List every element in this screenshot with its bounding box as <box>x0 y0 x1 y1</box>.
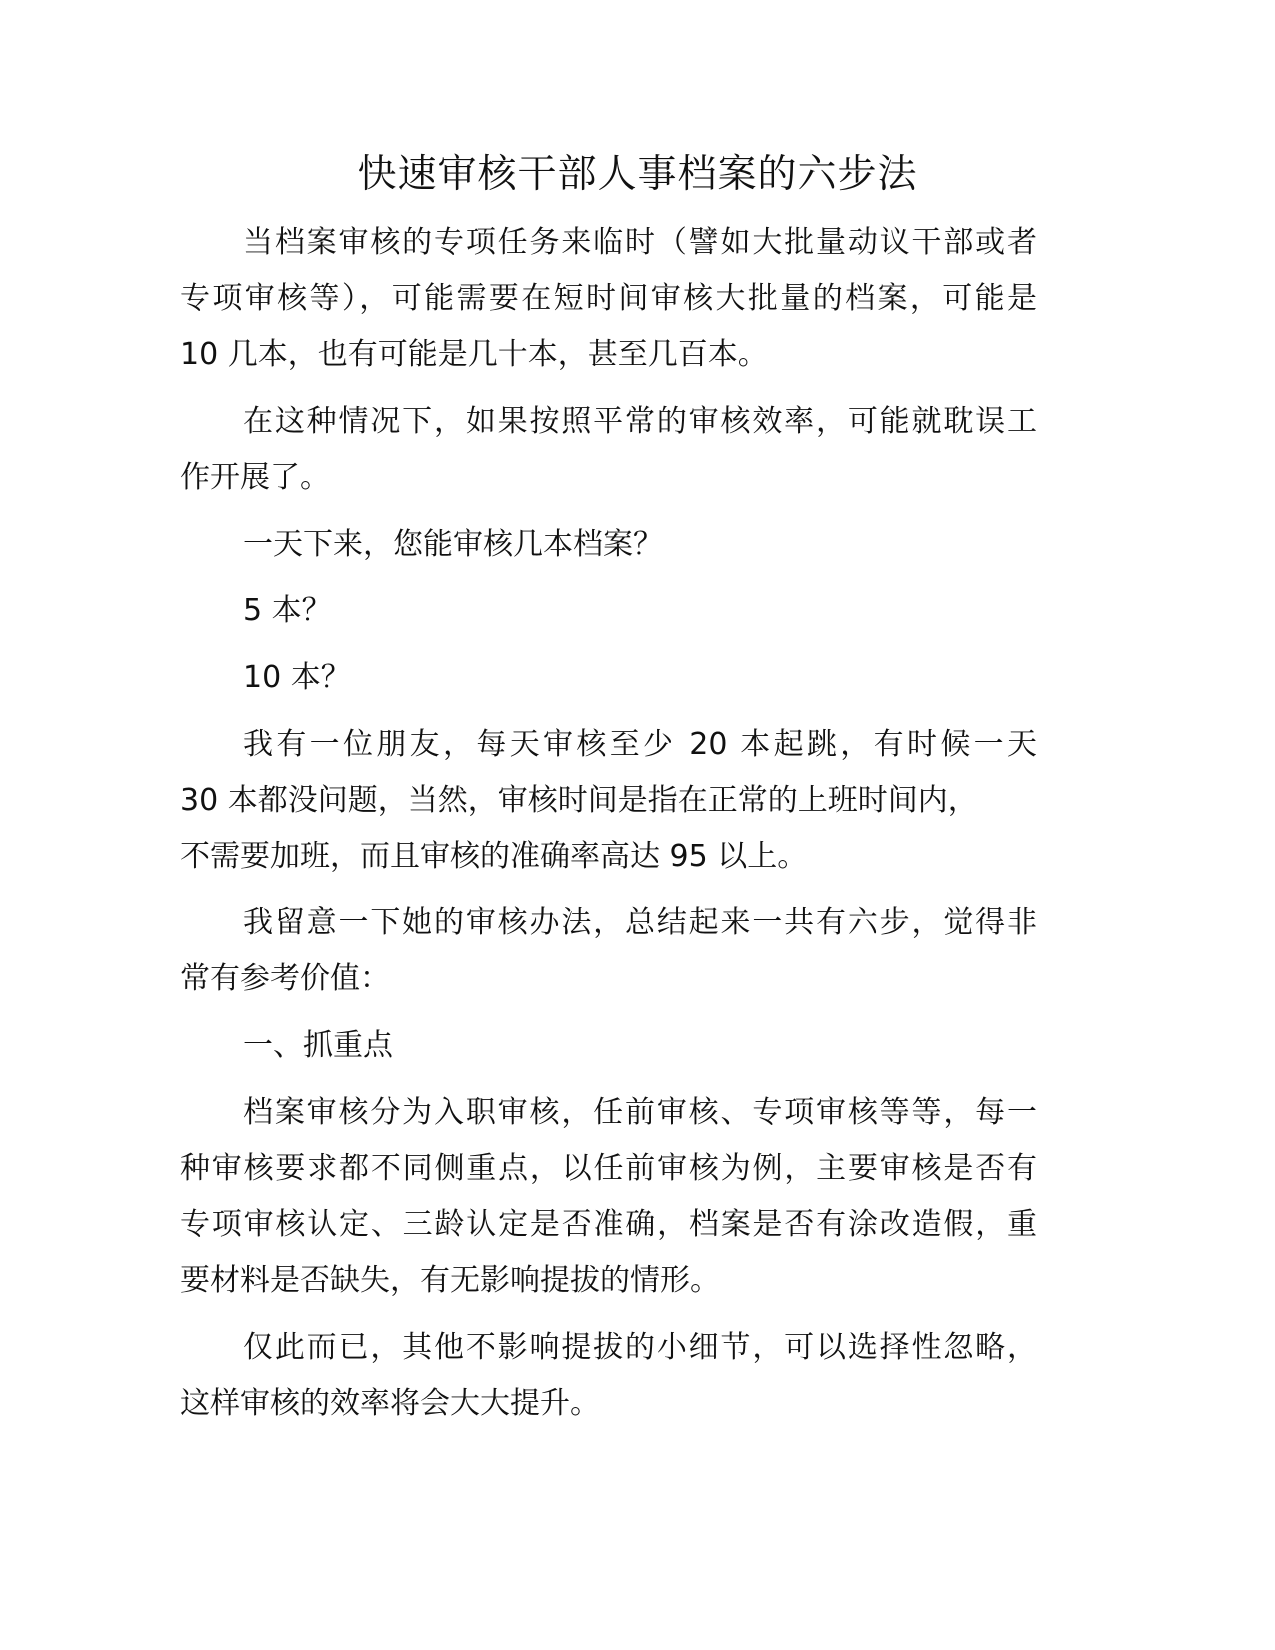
section-heading: 一、抓重点 <box>243 1028 393 1063</box>
paragraph-line: 要材料是否缺失，有无影响提拔的情形。 <box>180 1263 720 1298</box>
paragraph-line: 作开展了。 <box>180 460 330 495</box>
paragraph-line: 我留意一下她的审核办法，总结起来一共有六步，觉得非 <box>243 905 1037 940</box>
paragraph-line: 常有参考价值： <box>180 961 390 996</box>
paragraph-line: 当档案审核的专项任务来临时（譬如大批量动议干部或者 <box>243 225 1037 260</box>
paragraph-line: 档案审核分为入职审核，任前审核、专项审核等等，每一 <box>243 1095 1037 1130</box>
paragraph-line: 专项审核等），可能需要在短时间审核大批量的档案，可能是 <box>180 281 1037 316</box>
paragraph-line: 专项审核认定、三龄认定是否准确，档案是否有涂改造假，重 <box>180 1207 1037 1242</box>
paragraph-line: 不需要加班，而且审核的准确率高达 95 以上。 <box>180 839 808 874</box>
paragraph-line: 我有一位朋友，每天审核至少 20 本起跳，有时候一天 <box>243 727 1037 762</box>
paragraph-line: 10 本？ <box>243 660 351 695</box>
paragraph-line: 在这种情况下，如果按照平常的审核效率，可能就耽误工 <box>243 404 1037 439</box>
paragraph-line: 30 本都没问题，当然，审核时间是指在正常的上班时间内， <box>180 783 978 818</box>
paragraph-line: 种审核要求都不同侧重点，以任前审核为例，主要审核是否有 <box>180 1151 1037 1186</box>
document-title: 快速审核干部人事档案的六步法 <box>357 152 918 197</box>
paragraph-line: 10 几本，也有可能是几十本，甚至几百本。 <box>180 337 768 372</box>
paragraph-line: 这样审核的效率将会大大提升。 <box>180 1386 600 1421</box>
paragraph-line: 仅此而已，其他不影响提拔的小细节，可以选择性忽略， <box>243 1330 1037 1365</box>
paragraph-line: 一天下来，您能审核几本档案？ <box>243 527 663 562</box>
paragraph-line: 5 本？ <box>243 593 332 628</box>
